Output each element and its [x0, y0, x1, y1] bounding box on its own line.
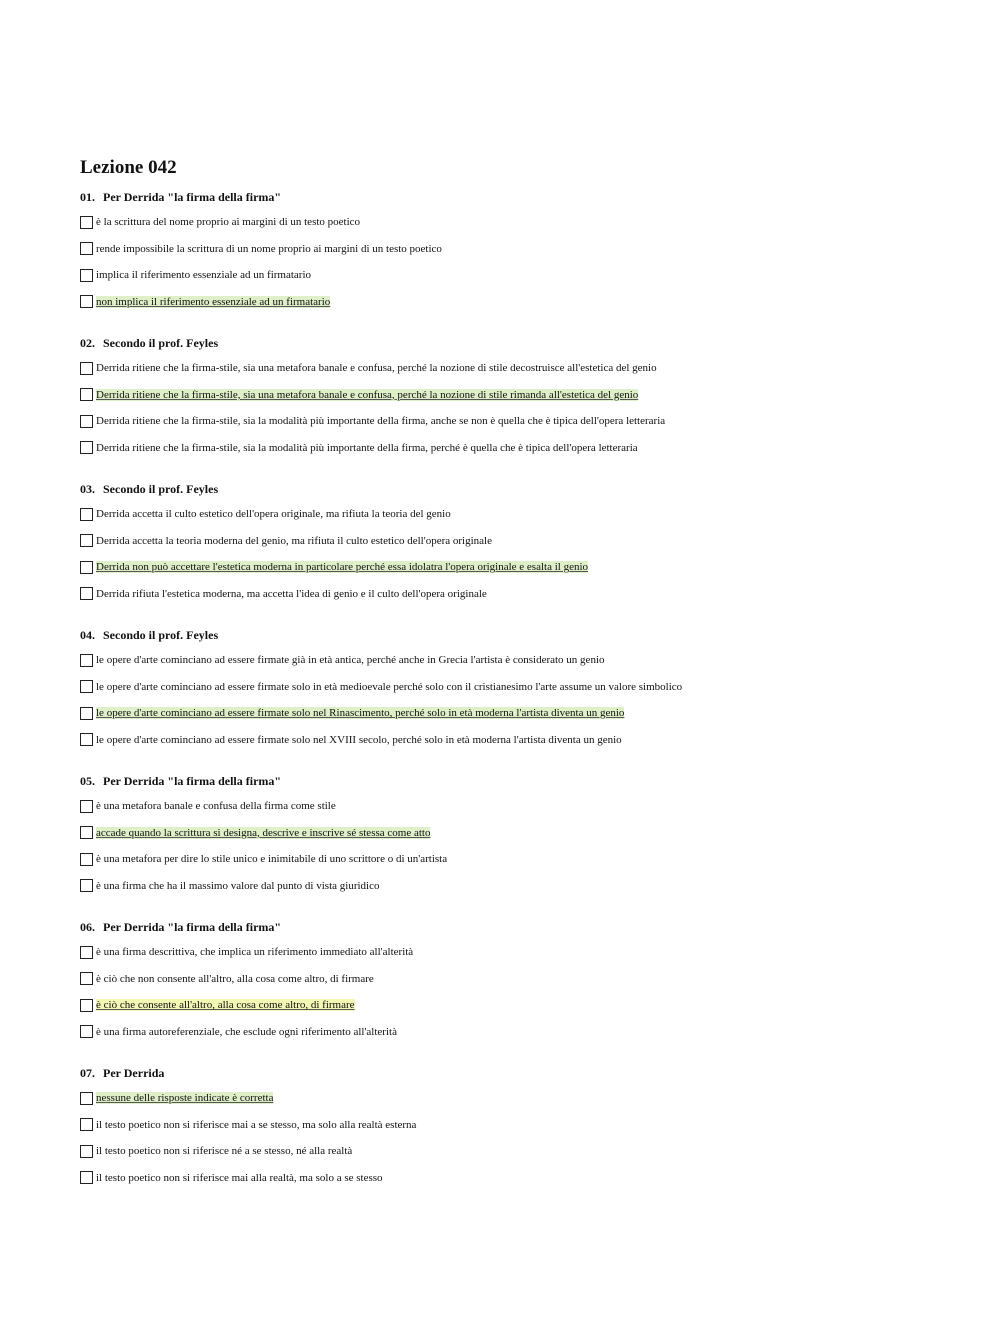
- answer-option-correct[interactable]: [80, 820, 960, 847]
- checkbox[interactable]: [80, 1171, 93, 1184]
- answer-option[interactable]: [80, 873, 960, 900]
- answer-label: Derrida ritiene che la firma-stile, sia la modalità più importante della firma, perché è quella che è tipica dell'opera letteraria: [96, 441, 638, 454]
- checkbox[interactable]: [80, 561, 93, 574]
- answer-option[interactable]: [80, 1138, 960, 1165]
- checkbox[interactable]: [80, 388, 93, 401]
- checkbox[interactable]: [80, 242, 93, 255]
- checkbox[interactable]: [80, 269, 93, 282]
- answer-label: è la scrittura del nome proprio ai margini di un testo poetico: [96, 216, 361, 229]
- answer-option[interactable]: [80, 408, 960, 435]
- quiz-page: [80, 155, 960, 1207]
- checkbox[interactable]: [80, 1118, 93, 1131]
- checkbox[interactable]: [80, 534, 93, 547]
- answer-label: Derrida accetta il culto estetico dell'opera originale, ma rifiuta la teoria del genio: [96, 508, 451, 521]
- answer-option-correct[interactable]: [80, 1085, 960, 1112]
- question-heading: [80, 915, 960, 939]
- checkbox[interactable]: [80, 508, 93, 521]
- answer-option[interactable]: [80, 262, 960, 289]
- answer-option[interactable]: [80, 793, 960, 820]
- question-heading: [80, 185, 960, 209]
- checkbox[interactable]: [80, 733, 93, 746]
- checkbox[interactable]: [80, 972, 93, 985]
- question-number: 07.: [80, 1066, 95, 1080]
- question-heading: [80, 1061, 960, 1085]
- question-block: [80, 623, 960, 753]
- question-number: 01.: [80, 190, 95, 204]
- checkbox[interactable]: [80, 707, 93, 720]
- checkbox[interactable]: [80, 654, 93, 667]
- checkbox[interactable]: [80, 415, 93, 428]
- question-block: [80, 915, 960, 1045]
- question-block: [80, 769, 960, 899]
- answer-option[interactable]: [80, 966, 960, 993]
- answer-label: nessune delle risposte indicate è corretta: [96, 1092, 274, 1105]
- answer-label: è una firma che ha il massimo valore dal punto di vista giuridico: [96, 879, 380, 892]
- page-title: Lezione 042: [80, 157, 177, 178]
- answer-label: è ciò che non consente all'altro, alla cosa come altro, di firmare: [96, 972, 374, 985]
- question-number: 05.: [80, 774, 95, 788]
- answer-option[interactable]: [80, 528, 960, 555]
- question-block: [80, 331, 960, 461]
- answer-label: è una firma descrittiva, che implica un riferimento immediato all'alterità: [96, 946, 414, 959]
- checkbox[interactable]: [80, 295, 93, 308]
- question-block: [80, 185, 960, 315]
- checkbox[interactable]: [80, 1092, 93, 1105]
- checkbox[interactable]: [80, 680, 93, 693]
- answer-option[interactable]: [80, 1112, 960, 1139]
- answer-label: rende impossibile la scrittura di un nome proprio ai margini di un testo poetico: [96, 242, 442, 255]
- question-number: 04.: [80, 628, 95, 642]
- checkbox[interactable]: [80, 853, 93, 866]
- answer-label: Derrida ritiene che la firma-stile, sia una metafora banale e confusa, perché la nozione di stile rimanda all'estetica del genio: [96, 388, 639, 401]
- answer-option[interactable]: [80, 727, 960, 754]
- question-heading: [80, 331, 960, 355]
- answer-option[interactable]: [80, 846, 960, 873]
- answer-label: Derrida accetta la teoria moderna del genio, ma rifiuta il culto estetico dell'opera originale: [96, 534, 492, 547]
- checkbox[interactable]: [80, 826, 93, 839]
- question-heading: [80, 477, 960, 501]
- answer-option[interactable]: [80, 939, 960, 966]
- answer-label: Derrida non può accettare l'estetica moderna in particolare perché essa idolatra l'opera originale e esalta il genio: [96, 561, 589, 574]
- answer-label: non implica il riferimento essenziale ad un firmatario: [96, 295, 331, 308]
- question-block: [80, 1061, 960, 1191]
- answer-option-correct[interactable]: [80, 700, 960, 727]
- question-heading: [80, 769, 960, 793]
- answer-label: le opere d'arte cominciano ad essere firmate solo nel Rinascimento, perché solo in età moderna l'artista diventa un genio: [96, 707, 625, 720]
- question-text: Secondo il prof. Feyles: [103, 628, 219, 642]
- checkbox[interactable]: [80, 362, 93, 375]
- checkbox[interactable]: [80, 1025, 93, 1038]
- question-number: 06.: [80, 920, 95, 934]
- question-block: [80, 477, 960, 607]
- answer-option[interactable]: [80, 1019, 960, 1046]
- checkbox[interactable]: [80, 587, 93, 600]
- answer-option[interactable]: [80, 435, 960, 462]
- question-text: Secondo il prof. Feyles: [103, 336, 219, 350]
- answer-label: è una metafora per dire lo stile unico e inimitabile di uno scrittore o di un'artista: [96, 853, 448, 866]
- answer-option[interactable]: [80, 581, 960, 608]
- question-heading: [80, 623, 960, 647]
- answer-label: il testo poetico non si riferisce mai a se stesso, ma solo alla realtà esterna: [96, 1118, 417, 1131]
- question-text: Per Derrida "la firma della firma": [103, 774, 282, 788]
- checkbox[interactable]: [80, 441, 93, 454]
- answer-option[interactable]: [80, 501, 960, 528]
- answer-label: le opere d'arte cominciano ad essere firmate solo nel XVIII secolo, perché solo in età moderna l'artista diventa un genio: [96, 733, 622, 746]
- answer-label: Derrida rifiuta l'estetica moderna, ma accetta l'idea di genio e il culto dell'opera originale: [96, 587, 487, 600]
- answer-option-correct[interactable]: [80, 992, 960, 1019]
- question-number: 03.: [80, 482, 95, 496]
- answer-label: le opere d'arte cominciano ad essere firmate solo in età medioevale perché solo con il cristianesimo l'arte assume un valore simbolico: [96, 680, 683, 693]
- answer-label: le opere d'arte cominciano ad essere firmate già in età antica, perché anche in Grecia l'artista è considerato un genio: [96, 654, 605, 667]
- answer-option[interactable]: [80, 1165, 960, 1192]
- answer-label: è ciò che consente all'altro, alla cosa come altro, di firmare: [96, 999, 355, 1012]
- answer-label: è una firma autoreferenziale, che esclude ogni riferimento all'alterità: [96, 1025, 397, 1038]
- answer-label: accade quando la scrittura si designa, descrive e inscrive sé stessa come atto: [96, 826, 431, 839]
- answer-option[interactable]: [80, 236, 960, 263]
- answer-option[interactable]: [80, 647, 960, 674]
- checkbox[interactable]: [80, 800, 93, 813]
- checkbox[interactable]: [80, 1145, 93, 1158]
- question-text: Secondo il prof. Feyles: [103, 482, 219, 496]
- answer-option[interactable]: [80, 674, 960, 701]
- answer-label: il testo poetico non si riferisce mai alla realtà, ma solo a se stesso: [96, 1171, 383, 1184]
- answer-label: il testo poetico non si riferisce né a se stesso, né alla realtà: [96, 1145, 353, 1158]
- question-text: Per Derrida "la firma della firma": [103, 920, 282, 934]
- question-number: 02.: [80, 336, 95, 350]
- checkbox[interactable]: [80, 999, 93, 1012]
- answer-label: implica il riferimento essenziale ad un firmatario: [96, 269, 312, 282]
- checkbox[interactable]: [80, 216, 93, 229]
- answer-option-correct[interactable]: [80, 554, 960, 581]
- checkbox[interactable]: [80, 946, 93, 959]
- checkbox[interactable]: [80, 879, 93, 892]
- question-list: [80, 185, 960, 1191]
- answer-label: Derrida ritiene che la firma-stile, sia la modalità più importante della firma, anche se non è quella che è tipica dell'opera letteraria: [96, 415, 666, 428]
- answer-option[interactable]: [80, 355, 960, 382]
- answer-option-correct[interactable]: [80, 382, 960, 409]
- answer-label: è una metafora banale e confusa della firma come stile: [96, 800, 336, 813]
- answer-label: Derrida ritiene che la firma-stile, sia una metafora banale e confusa, perché la nozione di stile decostruisce all'estetica del genio: [96, 362, 657, 375]
- question-text: Per Derrida "la firma della firma": [103, 190, 282, 204]
- question-text: Per Derrida: [103, 1066, 165, 1080]
- answer-option-correct[interactable]: [80, 289, 960, 316]
- answer-option[interactable]: [80, 209, 960, 236]
